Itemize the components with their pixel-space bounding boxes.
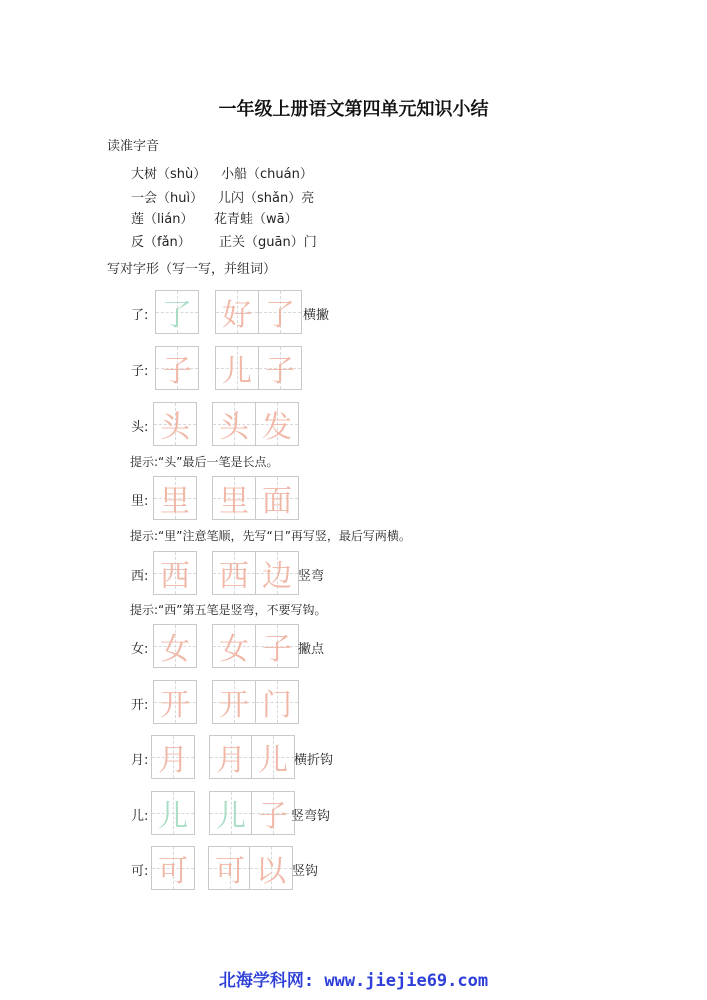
practice-char: 西 xyxy=(160,559,190,594)
practice-box xyxy=(255,680,299,724)
practice-box xyxy=(151,791,195,835)
practice-box xyxy=(153,402,197,446)
practice-box xyxy=(212,680,256,724)
practice-box xyxy=(258,290,302,334)
char-label: 里: xyxy=(131,494,149,509)
practice-char: 发 xyxy=(262,410,292,445)
practice-box xyxy=(212,402,256,446)
pinyin-row-4-right: 正关（guān）门 xyxy=(219,235,317,250)
practice-char: 头 xyxy=(219,410,249,445)
practice-char: 儿 xyxy=(158,799,188,834)
practice-char: 好 xyxy=(222,298,252,333)
practice-char: 边 xyxy=(262,559,292,594)
char-label: 西: xyxy=(131,569,149,584)
practice-box xyxy=(255,402,299,446)
stroke-name: 竖弯钩 xyxy=(291,809,331,824)
practice-char: 里 xyxy=(160,484,190,519)
tip-text: 提示:“里”注意笔顺，先写“日”再写竖，最后写两横。 xyxy=(130,529,411,543)
practice-box xyxy=(212,624,256,668)
char-label: 儿: xyxy=(131,809,149,824)
practice-box xyxy=(151,735,195,779)
practice-char: 门 xyxy=(262,688,292,723)
pinyin-row-4-left: 反（fǎn） xyxy=(131,235,191,250)
practice-char: 月 xyxy=(216,743,246,778)
practice-char: 头 xyxy=(160,410,190,445)
practice-char: 开 xyxy=(219,688,249,723)
practice-char: 可 xyxy=(158,854,188,889)
practice-char: 儿 xyxy=(222,354,252,389)
practice-char: 西 xyxy=(219,559,249,594)
tip-text: 提示:“西”第五笔是竖弯，不要写钩。 xyxy=(130,603,327,617)
char-label: 头: xyxy=(131,420,149,435)
char-label: 子: xyxy=(131,364,149,379)
pinyin-row-3-left: 莲（lián） xyxy=(131,212,194,227)
practice-box xyxy=(155,290,199,334)
char-label: 了: xyxy=(131,308,149,323)
char-label: 可: xyxy=(131,864,149,879)
practice-char: 可 xyxy=(215,854,245,889)
practice-box xyxy=(255,476,299,520)
stroke-name: 撇点 xyxy=(298,642,325,657)
practice-box xyxy=(151,846,195,890)
footer-watermark[interactable]: 北海学科网: www.jiejie69.com xyxy=(218,971,489,991)
practice-box xyxy=(153,551,197,595)
practice-box xyxy=(212,476,256,520)
practice-char: 子 xyxy=(262,632,292,667)
practice-char: 以 xyxy=(256,854,286,889)
practice-box xyxy=(215,290,259,334)
practice-char: 女 xyxy=(160,632,190,667)
practice-box xyxy=(251,735,295,779)
pinyin-row-2-right: 儿闪（shǎn）亮 xyxy=(218,191,315,206)
practice-char: 子 xyxy=(258,799,288,834)
practice-box xyxy=(208,846,252,890)
char-label: 月: xyxy=(131,753,149,768)
practice-char: 子 xyxy=(162,354,192,389)
stroke-name: 横折钩 xyxy=(294,753,334,768)
pinyin-row-2-left: 一会（huì） xyxy=(131,191,204,206)
practice-box xyxy=(212,551,256,595)
practice-box xyxy=(258,346,302,390)
practice-box xyxy=(209,791,253,835)
pinyin-row-1-left: 大树（shù） xyxy=(131,167,207,182)
practice-box xyxy=(255,624,299,668)
practice-box xyxy=(153,624,197,668)
page-title: 一年级上册语文第四单元知识小结 xyxy=(218,99,489,120)
tip-text: 提示:“头”最后一笔是长点。 xyxy=(130,455,279,469)
stroke-name: 横撇 xyxy=(303,308,330,323)
practice-char: 女 xyxy=(219,632,249,667)
stroke-name: 竖钩 xyxy=(292,864,319,879)
section-heading-read: 读准字音 xyxy=(107,139,160,154)
practice-box xyxy=(249,846,293,890)
practice-char: 里 xyxy=(219,484,249,519)
char-label: 开: xyxy=(131,698,149,713)
practice-char: 儿 xyxy=(258,743,288,778)
practice-char: 子 xyxy=(265,354,295,389)
practice-char: 了 xyxy=(162,298,192,333)
practice-box xyxy=(215,346,259,390)
practice-box xyxy=(255,551,299,595)
pinyin-row-3-right: 花青蛙（wā） xyxy=(214,212,298,227)
practice-box xyxy=(155,346,199,390)
char-label: 女: xyxy=(131,642,149,657)
practice-char: 月 xyxy=(158,743,188,778)
practice-char: 了 xyxy=(265,298,295,333)
practice-box xyxy=(251,791,295,835)
practice-char: 儿 xyxy=(216,799,246,834)
practice-box xyxy=(209,735,253,779)
practice-box xyxy=(153,476,197,520)
practice-char: 开 xyxy=(160,688,190,723)
pinyin-row-1-right: 小船（chuán） xyxy=(221,167,313,182)
stroke-name: 竖弯 xyxy=(298,569,325,584)
practice-box xyxy=(153,680,197,724)
practice-char: 面 xyxy=(262,484,292,519)
section-heading-write: 写对字形（写一写，并组词） xyxy=(107,262,277,277)
